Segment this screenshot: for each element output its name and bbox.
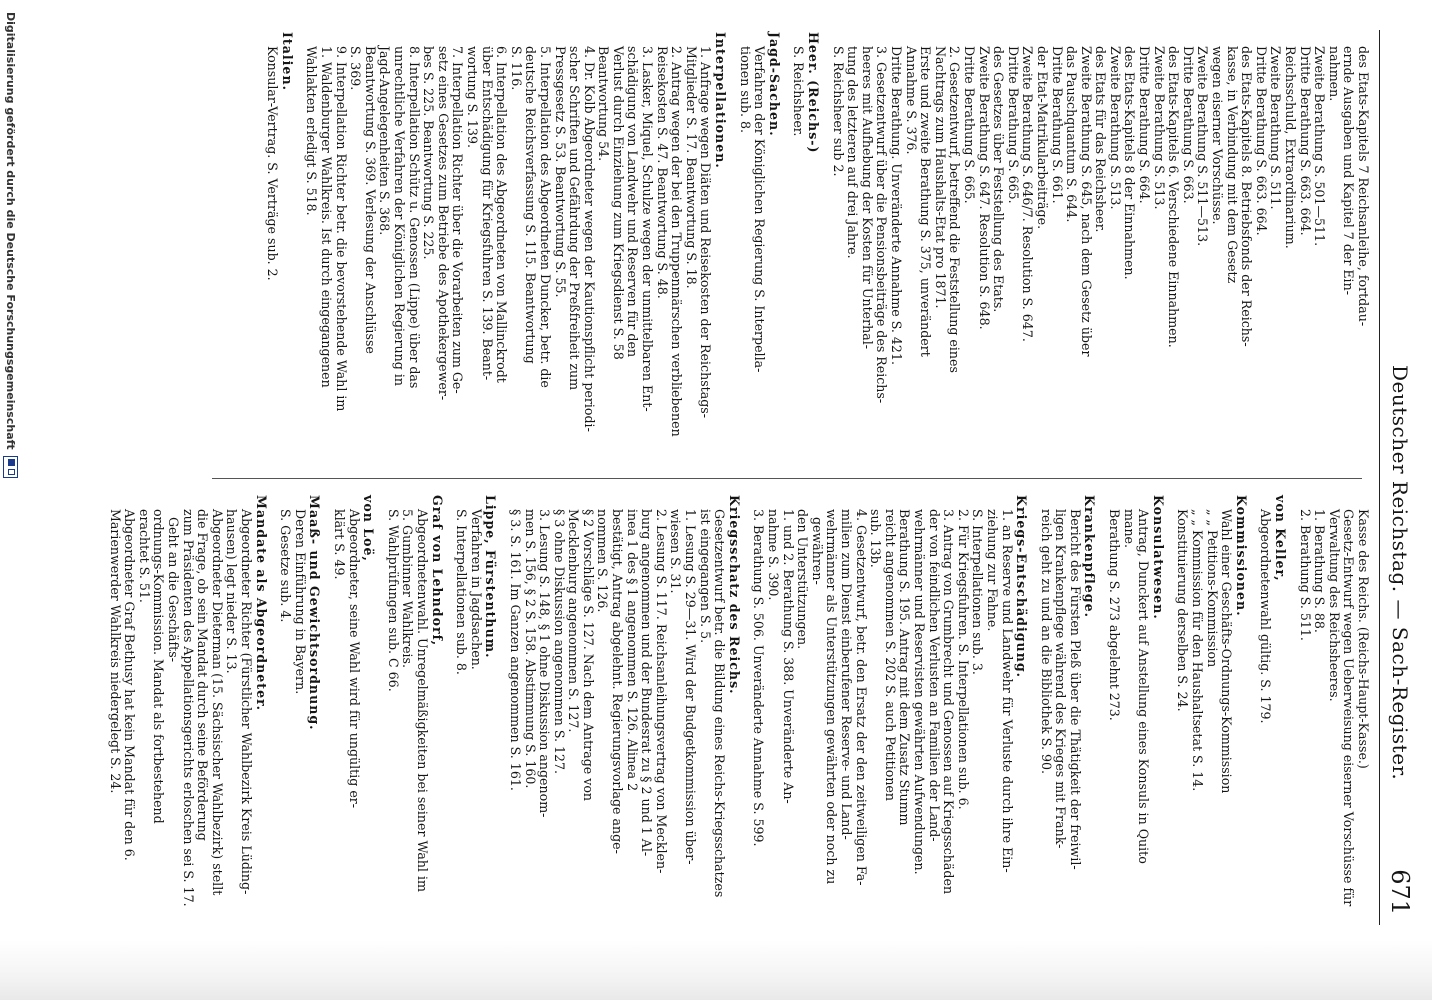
page-header	[1378, 30, 1418, 925]
entry-line: Annahme S. 376.	[903, 46, 919, 155]
entry-line: 4. Gesetzentwurf, betr. den Ersatz der den zeitweiligen Fa-	[853, 509, 869, 886]
entry-line: erachtet S. 51.	[136, 509, 152, 603]
entry-heading-text: Lippe, Fürstenthum.	[483, 495, 499, 659]
page-number: 671	[1386, 869, 1414, 915]
entry-line: Deren Einführung in Bayern.	[292, 509, 308, 695]
entry-line: „ „ Kommission für den Haushaltsetat S. 14.	[1190, 509, 1206, 792]
entry-line: 1. Lesung S. 29—31. Wird der Budgetkommission über-	[683, 509, 699, 865]
entry-line: 7. Interpellation Richter über die Vorarbeiten zum Ge-	[450, 46, 466, 394]
header-title: Deutscher Reichstag. — Sach-Register.	[1388, 365, 1412, 781]
entry-line: ligen Krankenpflege während des Krieges mit Frank-	[1053, 509, 1069, 849]
entry-line: mane.	[1121, 509, 1137, 549]
entry-line: burg angenommen und der Bundesrat zu § 2 und 1 Al-	[639, 509, 655, 857]
register-entry	[507, 495, 741, 925]
entry-line: S. Wahlprüfungen sub. C 66.	[385, 509, 401, 692]
entry-line: die Frage, ob sein Mandat durch seine Beförderung	[195, 509, 211, 841]
entry-line: 2. Lesung S. 117. Reichsanleihungsvertrag von Mecklen-	[653, 509, 669, 874]
entry-line: des Etats-Kapitels 6. Verschiedene Einnahmen.	[1166, 46, 1182, 348]
register-entry	[751, 495, 1028, 925]
entry-line: Dritte Berathung. Unveränderte Annahme S. 421.	[889, 46, 904, 365]
entry-heading	[361, 495, 376, 925]
entry-heading	[1233, 495, 1248, 925]
entry-line: milien zum Dienst einberufener Reserve- und Land-	[839, 509, 854, 840]
entry-line: Dritte Berathung S. 665.	[1005, 46, 1021, 204]
entry-heading-text: Kommissionen.	[1233, 495, 1249, 617]
entry-heading	[253, 495, 268, 925]
entry-line: Abgeordneter Graf Bethusy hat kein Mandat für den 6.	[122, 509, 138, 861]
entry-line: Zweite Berathung S. 646/7. Resolution S. 647.	[1020, 46, 1036, 342]
digitization-credit	[0, 0, 22, 1000]
entry-line: § 3 ohne Diskussion angenommen S. 127.	[551, 509, 567, 775]
entry-line: S. Interpellationen sub. 3.	[970, 509, 986, 675]
entry-line: des Etats-Kapitels 8 der Einnahmen.	[1122, 46, 1138, 280]
entry-line: Dritte Berathung S. 664.	[1137, 46, 1153, 204]
entry-line: des Gesetzes über Feststellung des Etats.	[991, 46, 1007, 313]
entry-line: 9. Interpellation Richter betr. die bevorstehende Wahl im	[333, 46, 349, 412]
entry-heading	[1150, 495, 1165, 925]
entry-heading-text: Kriegs-Entschädigung.	[1014, 495, 1030, 679]
entry-line: 4. Dr. Kolb Abgeordneter wegen der Kautionspflicht periodi-	[581, 46, 597, 432]
entry-heading	[279, 32, 294, 462]
entry-line: Bericht des Fürsten Pleß über die Thätigkeit der freiwil-	[1067, 509, 1083, 870]
entry-line: Zweite Berathung S. 511—513.	[1195, 46, 1211, 247]
register-entry	[454, 495, 498, 925]
entry-line: 5. Interpellation des Abgeordneten Duncker, betr. die	[537, 46, 553, 388]
entry-line: Zweite Berathung S. 513.	[1151, 46, 1167, 210]
entry-line: heeres mit Aufhebung der Kosten für Unterhal-	[859, 46, 875, 350]
left-column	[110, 32, 1370, 462]
entry-line: Verfahren der Königlichen Regierung S. Interpella-	[752, 46, 768, 373]
entry-line: Gesetzentwurf betr. die Bildung eines Reichs-Kriegsschatzes	[712, 509, 728, 898]
entry-line: der Etat-Matrikularbeiträge.	[1034, 46, 1050, 230]
entry-line: Jagd-Angelegenheiten S. 368.	[377, 46, 393, 236]
entry-line: 2. Gesetzentwurf, betreffend die Feststellung eines	[947, 46, 963, 373]
entry-heading-text: Interpellationen.	[713, 32, 729, 169]
entry-heading	[766, 32, 781, 462]
entry-line: Konstituierung derselben S. 24.	[1175, 509, 1191, 712]
entry-line: 8. Interpellation Schütz u. Genossen (Lippe) über das	[406, 46, 422, 389]
entry-heading-text: Italien.	[279, 32, 295, 91]
entry-line: Beantwortung S. 369. Verlesung der Anschlüsse	[362, 46, 378, 354]
register-entry	[385, 495, 443, 925]
entry-line: über Entschädigung für Kriegsfuhren S. 139. Beant-	[479, 46, 495, 381]
entry-heading-text: Krankenpflege.	[1082, 495, 1098, 619]
header-rule	[1379, 30, 1380, 925]
register-entry	[1175, 495, 1248, 925]
register-entry	[1258, 495, 1287, 925]
entry-line: 1. Berathung S. 88.	[1312, 509, 1328, 633]
entry-line: 1. Waldenburger Wahlkreis. Ist durch eingegangenen	[319, 46, 335, 388]
register-entry	[830, 32, 1370, 462]
entry-line: 3. Lesung S. 148, § 1 ohne Diskussion angenom-	[537, 509, 553, 818]
entry-line: 3. Gesetzentwurf über die Pensionsbeiträge des Reichs-	[874, 46, 890, 404]
entry-line: wegen eiserner Vorschüsse.	[1210, 46, 1226, 225]
entry-line: wiesen S. 31.	[668, 509, 684, 594]
entry-line: nahmen.	[1326, 46, 1342, 102]
entry-line: Nachtrags zum Haushalts-Etat pro 1871.	[932, 46, 948, 309]
entry-line: 5. Gumbinner Wahlkreis.	[400, 509, 416, 669]
entry-line: sub. 13b.	[868, 509, 884, 568]
entry-line: Mecklenburg angenommen S. 127.	[566, 509, 582, 733]
entry-line: Zweite Berathung S. 501—511.	[1312, 46, 1328, 247]
entry-line: Berathung S. 195. Antrag mit dem Zusatz Stumm	[897, 509, 913, 826]
entry-line: Abgeordneter, seine Wahl wird für ungültig er-	[346, 509, 362, 809]
register-entry	[278, 495, 322, 925]
entry-heading-text: Maaß- und Gewichtsordnung.	[307, 495, 323, 731]
entry-line: bes S. 225. Beantwortung S. 225.	[421, 46, 437, 260]
entry-line: 1. und 2. Berathung S. 388. Unveränderte An-	[780, 509, 796, 804]
credit-text: Digitalisierung gefördert durch die Deutsche Forschungsgemeinschaft	[4, 12, 18, 450]
entry-line: des Etats für das Reichsheer.	[1093, 46, 1109, 233]
entry-line: schädigung von Landwehr und Reserven für den	[625, 46, 641, 358]
entry-line: S. Reichsheer.	[791, 46, 807, 137]
entry-line: Verlust durch Einziehung zum Kriegsdienst S. 58	[610, 46, 626, 360]
entry-line: tionen sub. 8.	[737, 46, 753, 134]
entry-line: reicht angenommen S. 202 S. auch Petitionen	[882, 509, 898, 801]
entry-line: Dritte Berathung S. 661.	[1049, 46, 1065, 204]
entry-heading	[483, 495, 498, 925]
entry-heading	[712, 32, 727, 462]
entry-heading	[726, 495, 741, 925]
entry-line: inea 1 des § 1 angenommen S. 126. Alinea 2	[624, 509, 640, 792]
register-entry	[1297, 495, 1370, 925]
entry-line: Wahlakten erledigt S. 518.	[304, 46, 320, 216]
entry-line: 2. Für Kriegsfuhren. S. Interpellationen sub. 6.	[955, 509, 971, 810]
entry-line: Dritte Berathung S. 663. 664.	[1297, 46, 1313, 236]
entry-line: Dritte Berathung S. 665.	[961, 46, 977, 204]
entry-line: Abgeordnetenwahl gültig. S. 179.	[1258, 509, 1274, 724]
entry-line: Wahl einer Geschäfts-Ordnungs-Kommission	[1219, 509, 1235, 794]
entry-line: setz eines Gesetzes zum Betriebe des Apothekergewer-	[435, 46, 451, 401]
entry-heading	[307, 495, 322, 925]
entry-line: 3. Lasker, Miquel, Schulze wegen der unmittelbaren Ent-	[640, 46, 656, 412]
entry-heading-text: Jagd-Sachen.	[766, 32, 782, 137]
entry-line: kasse, in Verbindung mit dem Gesetz	[1224, 46, 1240, 284]
entry-line: Abgeordneter Richter (Fürstlicher Wahlbezirk Kreis Lüding-	[239, 509, 255, 895]
entry-line: „ „ Petitions-Kommission	[1204, 509, 1220, 668]
entry-line: klärt S. 49.	[332, 509, 347, 580]
entry-line: 1. an Reserve und Landwehr für Verluste durch ihre Ein-	[999, 509, 1015, 873]
entry-line: Dritte Berathung S. 663. 664.	[1253, 46, 1269, 236]
entry-line: zum Präsidenten des Appellationsgerichts erloschen sei S. 17. Geht an die Geschäfts-	[166, 509, 196, 907]
entry-line: Zweite Berathung S. 513.	[1107, 46, 1123, 210]
entry-line: wehrmänner als Unterstützungen gewährten oder noch zu gewähren-	[809, 509, 840, 885]
entry-line: S. 369.	[348, 46, 364, 91]
entry-line: Gesetz-Entwurf wegen Ueberweisung eiserner Vorschüsse für	[1341, 509, 1357, 907]
entry-heading-text: von Keller,	[1273, 495, 1289, 582]
entry-heading-text: Kriegsschatz des Reichs.	[726, 495, 742, 695]
register-entry	[331, 495, 375, 925]
column-divider	[212, 478, 1362, 479]
entry-line: 2. Antrag wegen der bei den Truppenmärschen verbliebenen	[669, 46, 685, 437]
entry-line: 6. Interpellation des Abgeordneten von Mallinckrodt	[494, 46, 510, 383]
entry-line: wortung S. 139.	[464, 46, 480, 148]
register-entry	[265, 32, 294, 462]
entry-heading	[1014, 495, 1029, 925]
entry-line: ziehung zur Fahne.	[984, 509, 1000, 632]
entry-line: reich geht zu und an die Bibliothek S. 90.	[1038, 509, 1054, 775]
dfg-logo-icon	[4, 456, 19, 478]
entry-heading	[1272, 495, 1287, 925]
entry-heading	[805, 32, 820, 462]
entry-line: Antrag, Dunckert auf Anstellung eines Konsuls in Quito	[1136, 509, 1152, 864]
entry-line: des Etats-Kapitels 7 Reichsanleihe, fortdau-	[1356, 46, 1371, 327]
entry-line: Reisekosten S. 47. Beantwortung S. 48.	[654, 46, 670, 299]
entry-line: Konsular-Vertrag. S. Verträge sub. 2.	[265, 46, 281, 281]
entry-line: Beantwortung 54.	[596, 46, 612, 162]
register-entry	[1038, 495, 1096, 925]
entry-line: S. Gesetze sub. 4.	[278, 509, 294, 623]
register-entry	[107, 495, 268, 925]
register-entry	[791, 32, 820, 462]
entry-line: Dritte Berathung S. 663.	[1180, 46, 1196, 204]
entry-line: Kasse des Reichs. (Reichs-Haupt-Kasse.)	[1356, 509, 1371, 769]
entry-line: nahme S. 390.	[766, 509, 782, 601]
entry-line: Berathung S. 273 abgelehnt 273.	[1107, 509, 1123, 721]
entry-line: Verfahren in Jagdsachen.	[468, 509, 484, 670]
entry-line: Abgeordnetenwahl. Unregelmäßigkeiten bei seiner Wahl im	[414, 509, 430, 892]
entry-line: 3. Antrag von Grumbrecht und Genossen auf Kriegsschäden	[941, 509, 957, 895]
entry-line: ordnungs-Kommission. Mandat als fortbestehend	[151, 509, 167, 824]
entry-heading-text: Graf von Lehndorf,	[429, 495, 445, 647]
entry-line: der von feindlichen Verlusten an Familien der Land-	[926, 509, 942, 842]
entry-line: 1. Anfrage wegen Diäten und Reisekosten der Reichstags-	[698, 46, 714, 419]
entry-line: S. 116.	[508, 46, 524, 91]
entry-line: nommen S. 126.	[595, 509, 611, 613]
register-entry	[304, 32, 727, 462]
entry-line: S. Reichsheer sub 2.	[830, 46, 846, 177]
entry-line: S. Interpellationen sub. 8.	[454, 509, 470, 675]
entry-line: scher Schriften und Gefährdung der Preßfreiheit zum	[567, 46, 583, 391]
entry-line: unrechtliche Verfahren der Königlichen Regierung in	[392, 46, 407, 386]
entry-line: ernde Ausgaben und Kapitel 7 der Ein-	[1341, 46, 1357, 295]
entry-line: § 3. S. 161. Im Ganzen angenommen S. 161.	[507, 509, 523, 791]
entry-line: Zweite Berathung S. 645, nach dem Gesetz über	[1078, 46, 1094, 357]
entry-heading-text: von Loë,	[361, 495, 377, 562]
entry-line: den Unterstützungen.	[795, 509, 811, 650]
entry-line: men S. 156, § 2 S. 158. Abstimmung S. 160.	[522, 509, 538, 789]
entry-heading	[1082, 495, 1097, 925]
entry-heading-text: Heer. (Reichs-)	[806, 32, 822, 154]
entry-line: hausen) legt nieder S. 13.	[224, 509, 240, 674]
entry-line: Zweite Berathung S. 511.	[1268, 46, 1284, 210]
register-entry	[1107, 495, 1165, 925]
entry-line: Marienwerder Wahlkreis niedergelegt S. 24.	[107, 509, 123, 794]
entry-line: tung des letzteren auf drei Jahre.	[845, 46, 861, 259]
entry-line: Erste und zweite Berathung S. 375, unverändert	[918, 46, 934, 357]
entry-line: ist eingegangen S. 5.	[697, 509, 713, 644]
entry-line: Zweite Berathung S. 647. Resolution S. 648.	[976, 46, 992, 330]
entry-line: wehrmänner und Reservisten gewährten Aufwendungen.	[911, 509, 927, 875]
entry-line: Abgeordneter Dieterman (15. Sächsischer Wahlbezirk) stellt	[209, 509, 225, 896]
entry-line: 2. Berathung S. 511.	[1297, 509, 1313, 641]
entry-line: Reichsschuld, Extraordinarium.	[1283, 46, 1299, 249]
right-column	[107, 495, 1371, 925]
entry-line: bestätigt, Antrag abgelehnt. Regierungsvorlage ange-	[610, 509, 626, 854]
register-entry	[737, 32, 781, 462]
entry-line: § 2 Vorschläge S. 127. Nach dem Antrage von	[580, 509, 596, 802]
entry-line: Verwaltung des Reichsheeres.	[1326, 509, 1342, 702]
entry-line: Pressgesetz S. 53. Beantwortung S. 55.	[552, 46, 568, 298]
entry-line: des Etats-Kapitels 8. Betriebsfonds der Reichs-	[1239, 46, 1255, 347]
entry-line: 3. Berathung S. 506. Unveränderte Annahme S. 599.	[751, 509, 767, 847]
entry-line: Mitglieder S. 17. Beantwortung S. 18.	[683, 46, 699, 289]
entry-line: deutsche Reichsverfassung S. 115. Beantwortung	[523, 46, 539, 364]
entry-line: das Pauschquantum S. 644.	[1064, 46, 1080, 223]
entry-heading	[429, 495, 444, 925]
entry-heading-text: Konsulatwesen.	[1150, 495, 1166, 620]
page-edge-shadow	[0, 940, 1432, 1000]
entry-heading-text: Mandate als Abgeordneter.	[253, 495, 269, 711]
